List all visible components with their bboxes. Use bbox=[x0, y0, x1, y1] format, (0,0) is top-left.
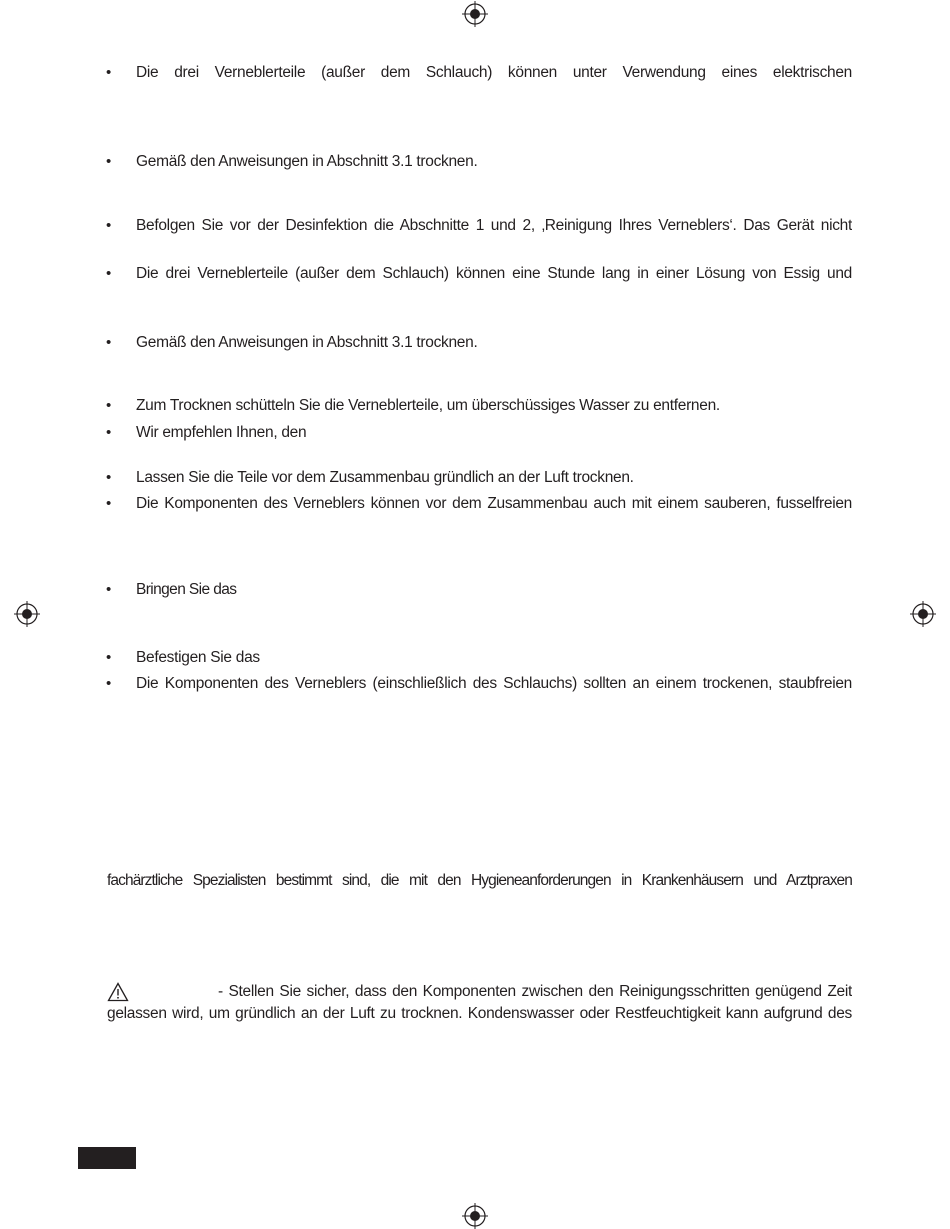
bullet-marker bbox=[106, 675, 116, 685]
list-item: Die Komponenten des Verneblers (einschließlich des Schlauchs) sollten an einem trockenen, staubfreien bbox=[136, 675, 852, 692]
list-item: Zum Trocknen schütteln Sie die Verneblerteile, um überschüssiges Wasser zu entfernen. bbox=[136, 397, 720, 414]
list-item: Befolgen Sie vor der Desinfektion die Abschnitte 1 und 2, ‚Reinigung Ihres Verneblers‘. Das Gerät nicht bbox=[136, 217, 852, 234]
bullet-marker bbox=[106, 469, 116, 479]
registration-mark-icon bbox=[910, 601, 936, 627]
bullet-marker bbox=[106, 64, 116, 74]
warning-text-line: - Stellen Sie sicher, dass den Komponenten zwischen den Reinigungsschritten genügend Zeit bbox=[218, 983, 852, 1000]
body-paragraph: fachärztliche Spezialisten bestimmt sind, die mit den Hygieneanforderungen in Krankenhäusern und Arztpraxen bbox=[107, 872, 852, 889]
bullet-marker bbox=[106, 649, 116, 659]
warning-text-line: gelassen wird, um gründlich an der Luft zu trocknen. Kondenswasser oder Restfeuchtigkeit kann aufgrund des bbox=[107, 1005, 852, 1022]
bullet-marker bbox=[106, 153, 116, 163]
list-item: Gemäß den Anweisungen in Abschnitt 3.1 trocknen. bbox=[136, 334, 478, 351]
bullet-marker bbox=[106, 217, 116, 227]
bullet-marker bbox=[106, 334, 116, 344]
page-number-tab bbox=[78, 1147, 136, 1169]
list-item: Die drei Verneblerteile (außer dem Schlauch) können eine Stunde lang in einer Lösung von Essig und bbox=[136, 265, 852, 282]
registration-mark-icon bbox=[14, 601, 40, 627]
list-item: Befestigen Sie das bbox=[136, 649, 260, 666]
list-item: Lassen Sie die Teile vor dem Zusammenbau gründlich an der Luft trocknen. bbox=[136, 469, 634, 486]
registration-mark-icon bbox=[462, 1203, 488, 1229]
list-item: Gemäß den Anweisungen in Abschnitt 3.1 trocknen. bbox=[136, 153, 478, 170]
bullet-marker bbox=[106, 581, 116, 591]
list-item: Die drei Verneblerteile (außer dem Schlauch) können unter Verwendung eines elektrischen bbox=[136, 64, 852, 81]
list-item: Bringen Sie das bbox=[136, 581, 237, 598]
bullet-marker bbox=[106, 265, 116, 275]
bullet-marker bbox=[106, 397, 116, 407]
bullet-marker bbox=[106, 424, 116, 434]
list-item: Wir empfehlen Ihnen, den bbox=[136, 424, 307, 441]
registration-mark-icon bbox=[462, 1, 488, 27]
list-item: Die Komponenten des Verneblers können vor dem Zusammenbau auch mit einem sauberen, fusselfreien bbox=[136, 495, 852, 512]
bullet-marker bbox=[106, 495, 116, 505]
warning-triangle-icon bbox=[107, 982, 129, 1002]
